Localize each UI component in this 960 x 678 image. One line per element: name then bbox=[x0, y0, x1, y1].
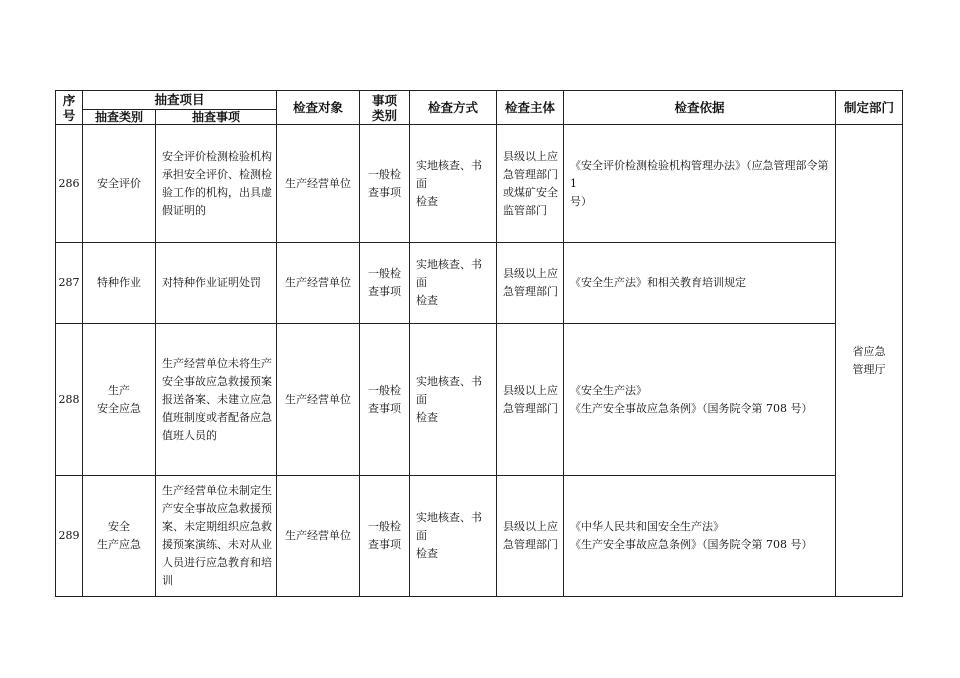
header-basis: 检查依据 bbox=[564, 91, 836, 125]
inspection-table bbox=[55, 90, 903, 597]
row-basis: 《安全生产法》 《生产安全事故应急条例》（国务院令第 708 号） bbox=[564, 324, 836, 476]
header-category: 抽查类别 bbox=[83, 110, 156, 125]
row-category: 安全评价 bbox=[83, 125, 156, 243]
row-type: 一般检 查事项 bbox=[360, 243, 410, 324]
row-subject: 县级以上应 急管理部门 或煤矿安全 监管部门 bbox=[497, 125, 564, 243]
row-item: 对特种作业证明处罚 bbox=[156, 243, 277, 324]
table-row bbox=[56, 243, 903, 324]
dept-merged-cell: 省应急 管理厅 bbox=[836, 125, 903, 597]
row-subject: 县级以上应 急管理部门 bbox=[497, 324, 564, 476]
header-method: 检查方式 bbox=[410, 91, 497, 125]
row-basis: 《安全评价检测检验机构管理办法》（应急管理部令第 1 号） bbox=[564, 125, 836, 243]
row-seq: 287 bbox=[56, 243, 83, 324]
row-item: 生产经营单位未将生产 安全事故应急救援预案 报送备案、未建立应急 值班制度或者配备应急 值班人员的 bbox=[156, 324, 277, 476]
header-project: 抽查项目 bbox=[83, 91, 277, 110]
header-item: 抽查事项 bbox=[156, 110, 277, 125]
row-basis: 《中华人民共和国安全生产法》 《生产安全事故应急条例》（国务院令第 708 号） bbox=[564, 476, 836, 597]
table-row bbox=[56, 476, 903, 597]
row-seq: 289 bbox=[56, 476, 83, 597]
row-method: 实地核查、书面 检查 bbox=[410, 324, 497, 476]
row-subject: 县级以上应 急管理部门 bbox=[497, 243, 564, 324]
row-category: 安全 生产应急 bbox=[83, 476, 156, 597]
row-method: 实地核查、书面 检查 bbox=[410, 125, 497, 243]
row-item: 生产经营单位未制定生 产安全事故应急救援预 案、未定期组织应急救 援预案演练、未对从业 人员进行应急教育和培 训 bbox=[156, 476, 277, 597]
table-row bbox=[56, 324, 903, 476]
header-subject: 检查主体 bbox=[497, 91, 564, 125]
header-row-1 bbox=[56, 91, 903, 110]
row-type: 一般检 查事项 bbox=[360, 476, 410, 597]
row-seq: 286 bbox=[56, 125, 83, 243]
row-item: 安全评价检测检验机构 承担安全评价、检测检 验工作的机构，出具虚 假证明的 bbox=[156, 125, 277, 243]
row-method: 实地核查、书面 检查 bbox=[410, 243, 497, 324]
table-row bbox=[56, 125, 903, 243]
row-category: 特种作业 bbox=[83, 243, 156, 324]
header-target: 检查对象 bbox=[277, 91, 360, 125]
header-type: 事项 类别 bbox=[360, 91, 410, 125]
row-type: 一般检 查事项 bbox=[360, 324, 410, 476]
row-target: 生产经营单位 bbox=[277, 476, 360, 597]
row-target: 生产经营单位 bbox=[277, 243, 360, 324]
row-target: 生产经营单位 bbox=[277, 324, 360, 476]
row-target: 生产经营单位 bbox=[277, 125, 360, 243]
header-dept: 制定部门 bbox=[836, 91, 903, 125]
header-seq: 序 号 bbox=[56, 91, 83, 125]
row-basis: 《安全生产法》和相关教育培训规定 bbox=[564, 243, 836, 324]
row-type: 一般检 查事项 bbox=[360, 125, 410, 243]
row-category: 生产 安全应急 bbox=[83, 324, 156, 476]
row-method: 实地核查、书面 检查 bbox=[410, 476, 497, 597]
row-seq: 288 bbox=[56, 324, 83, 476]
row-subject: 县级以上应 急管理部门 bbox=[497, 476, 564, 597]
